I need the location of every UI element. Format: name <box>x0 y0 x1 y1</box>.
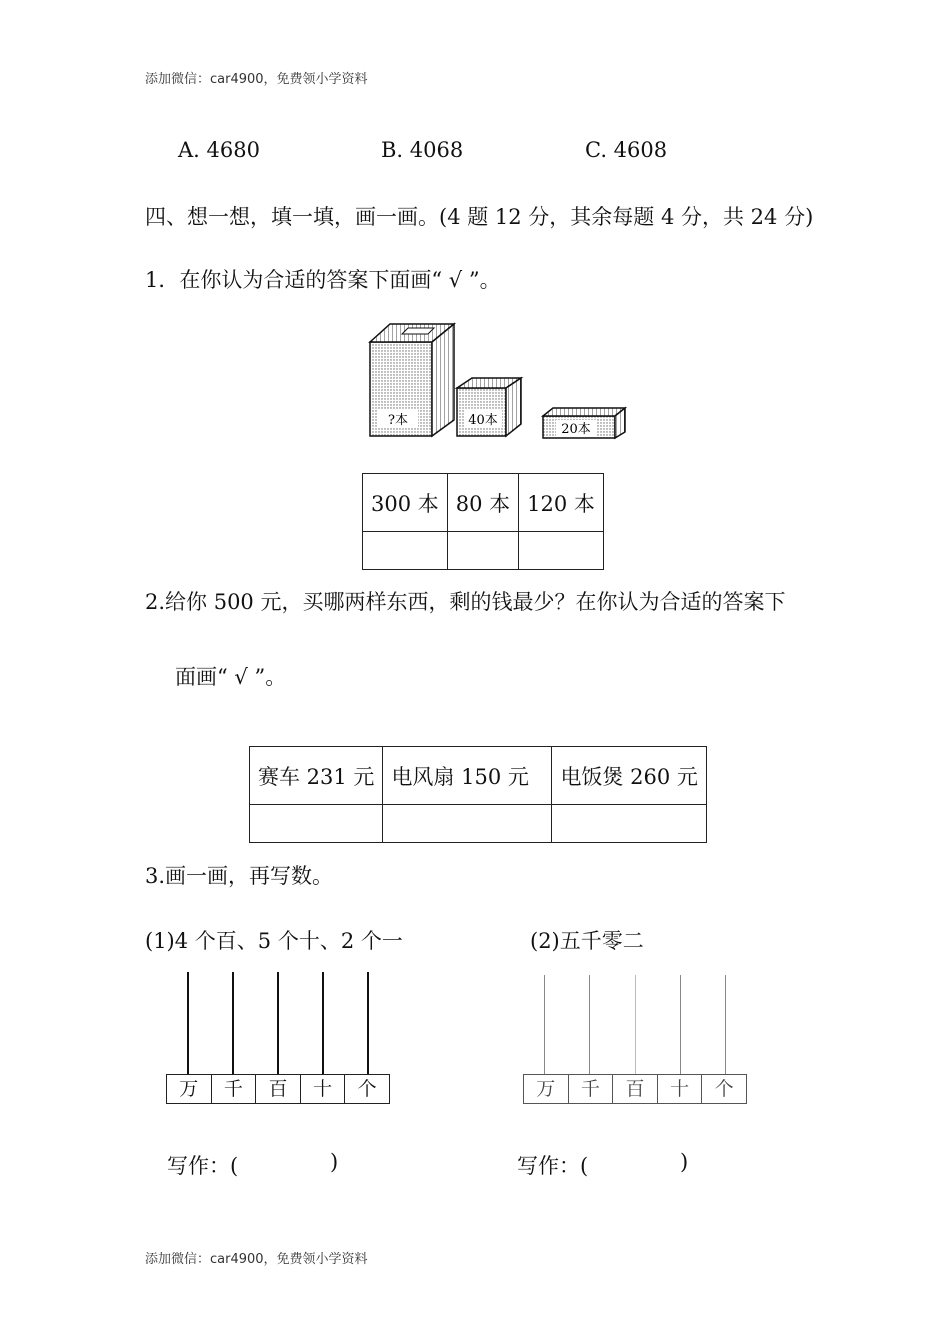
abacus-rod <box>322 972 324 1075</box>
book-stack-illustration <box>360 320 630 442</box>
place-label: 千 <box>212 1075 257 1103</box>
place-label: 个 <box>714 1078 734 1100</box>
q2-answer-cell[interactable] <box>552 805 706 843</box>
option-a: A. 4680 <box>178 138 260 162</box>
q1-option: 300 本 <box>363 474 448 532</box>
abacus-rod <box>187 972 189 1075</box>
q1-answer-table <box>362 473 604 570</box>
q2-prompt-line1: 2.给你 500 元，买哪两样东西，剩的钱最少？在你认为合适的答案下 <box>145 590 786 614</box>
q3-part2-label: (2)五千零二 <box>530 929 644 953</box>
abacus-rod <box>367 972 369 1075</box>
place-label: 百 <box>256 1075 301 1103</box>
abacus-rod <box>232 972 234 1075</box>
place-label: 万 <box>167 1075 212 1103</box>
place-label: 十 <box>658 1075 703 1103</box>
write-as-blank-1[interactable] <box>245 1150 325 1176</box>
q2-option: 赛车 231 元 <box>250 747 383 805</box>
q3-prompt: 3.画一画，再写数。 <box>145 864 334 888</box>
place-label: 万 <box>524 1075 569 1103</box>
q1-prompt: 1．在你认为合适的答案下面画“ √ ”。 <box>145 268 501 292</box>
q2-option: 电饭煲 260 元 <box>552 747 706 805</box>
q1-answer-cell[interactable] <box>363 532 448 570</box>
q3-part1-label: (1)4 个百、5 个十、2 个一 <box>145 929 403 953</box>
q1-option: 120 本 <box>519 474 604 532</box>
q2-option: 电风扇 150 元 <box>383 747 552 805</box>
q1-answer-cell[interactable] <box>447 532 518 570</box>
box-large-label: ?本 <box>388 413 408 428</box>
place-label: 千 <box>569 1075 614 1103</box>
box-small-label: 20本 <box>561 422 591 437</box>
place-label: 十 <box>301 1075 346 1103</box>
place-label: 百 <box>613 1075 658 1103</box>
write-as-close-2: ) <box>680 1150 689 1174</box>
q1-option: 80 本 <box>447 474 518 532</box>
abacus-rod <box>589 975 590 1075</box>
footer-watermark: 添加微信：car4900，免费领小学资料 <box>145 1252 368 1267</box>
box-medium-label: 40本 <box>468 413 498 428</box>
write-as-close-1: ) <box>330 1150 339 1174</box>
place-value-row <box>523 1074 747 1104</box>
q2-answer-table <box>249 746 707 843</box>
write-as-label-2: 写作：( <box>517 1154 589 1178</box>
place-label: 个 <box>357 1078 377 1100</box>
abacus-rod <box>544 975 545 1075</box>
place-value-row <box>166 1074 390 1104</box>
q2-answer-cell[interactable] <box>250 805 383 843</box>
option-b: B. 4068 <box>381 138 464 162</box>
section-title: 四、想一想，填一填，画一画。(4 题 12 分，其余每题 4 分，共 24 分) <box>145 205 814 229</box>
header-watermark: 添加微信：car4900，免费领小学资料 <box>145 72 368 87</box>
write-as-blank-2[interactable] <box>595 1150 675 1176</box>
q2-answer-cell[interactable] <box>383 805 552 843</box>
abacus-rod <box>277 972 279 1075</box>
abacus-rod <box>680 975 681 1075</box>
abacus-rod <box>725 975 726 1075</box>
q1-answer-cell[interactable] <box>519 532 604 570</box>
option-c: C. 4608 <box>585 138 668 162</box>
write-as-label-1: 写作：( <box>167 1154 239 1178</box>
q2-prompt-line2: 面画“ √ ”。 <box>175 665 287 689</box>
abacus-rod <box>635 975 636 1075</box>
box-large <box>370 324 454 436</box>
